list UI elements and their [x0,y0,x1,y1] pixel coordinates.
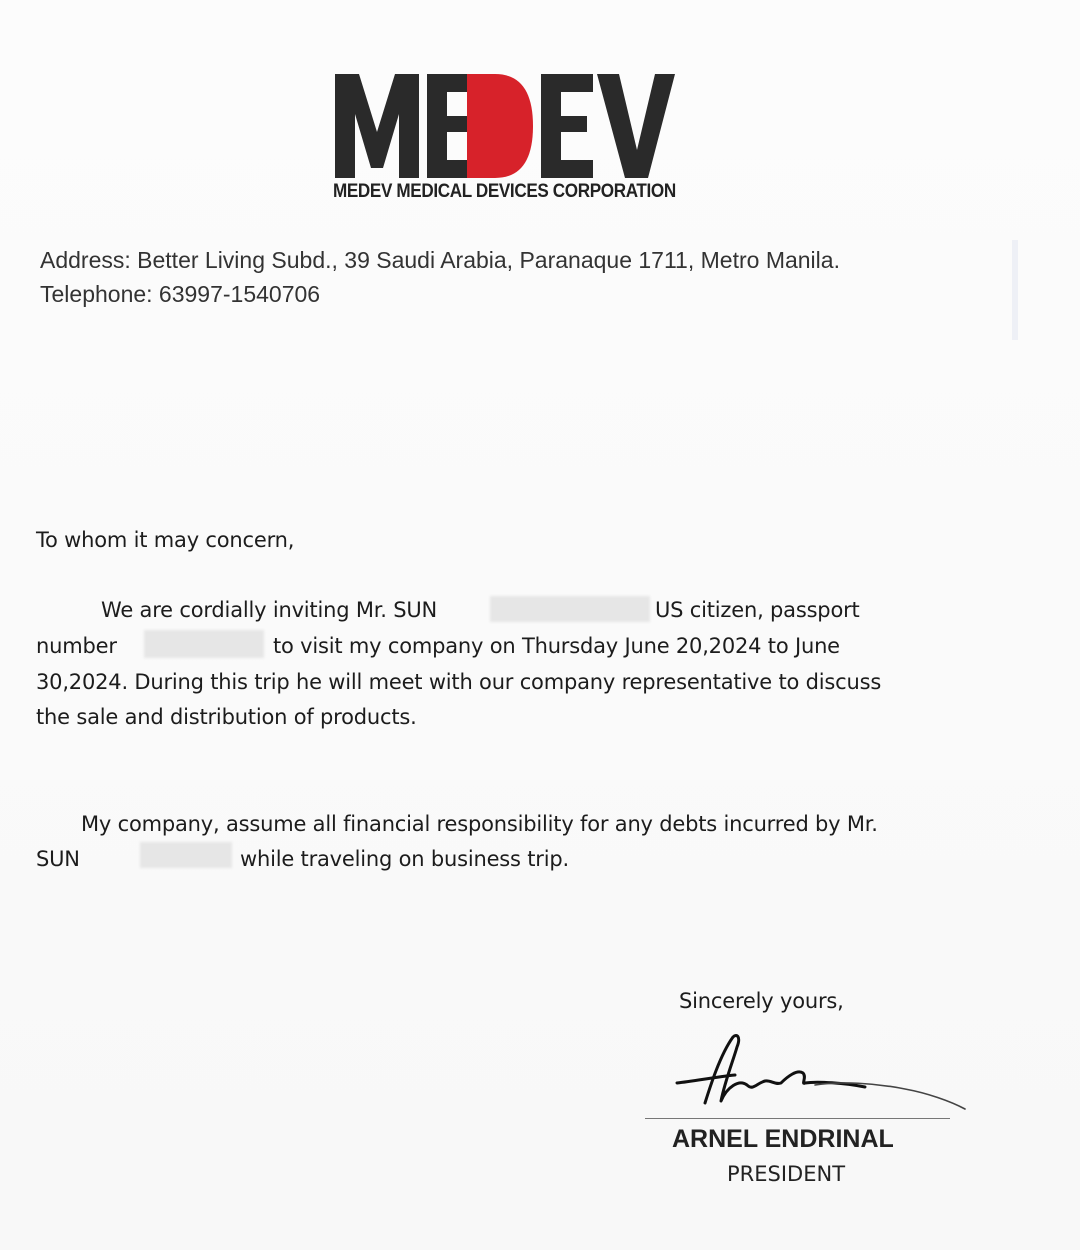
paragraph2-line1: My company, assume all financial responsibility for any debts incurred by Mr. [81,812,878,836]
medev-logo [335,70,675,180]
medev-logo-graphic [335,70,675,180]
paragraph1-line3: 30,2024. During this trip he will meet with our company representative to discuss [36,670,882,694]
signer-title: PRESIDENT [727,1162,846,1186]
signer-name: ARNEL ENDRINAL [672,1125,894,1153]
paragraph2-line2-end: while traveling on business trip. [240,847,569,871]
paragraph1-line4: the sale and distribution of products. [36,705,417,729]
signature-line [645,1118,950,1119]
company-address: Address: Better Living Subd., 39 Saudi Arabia, Paranaque 1711, Metro Manila. [40,247,840,273]
company-name: MEDEV MEDICAL DEVICES CORPORATION [333,181,676,202]
redacted-name [140,842,232,868]
redacted-name [490,596,650,622]
paragraph1-line2-start: number [36,634,117,658]
company-telephone: Telephone: 63997-1540706 [40,281,321,307]
salutation: To whom it may concern, [36,528,295,552]
paragraph2-line2-start: SUN [36,847,80,871]
paragraph1-line1-end: US citizen, passport [655,598,860,622]
closing: Sincerely yours, [679,989,844,1013]
handwritten-signature [665,1025,995,1125]
redacted-passport-number [144,630,264,658]
paragraph1-line1-start: We are cordially inviting Mr. SUN [101,598,438,622]
paragraph1-line2-end: to visit my company on Thursday June 20,2024 to June [273,634,840,658]
scan-artifact [1012,240,1018,340]
